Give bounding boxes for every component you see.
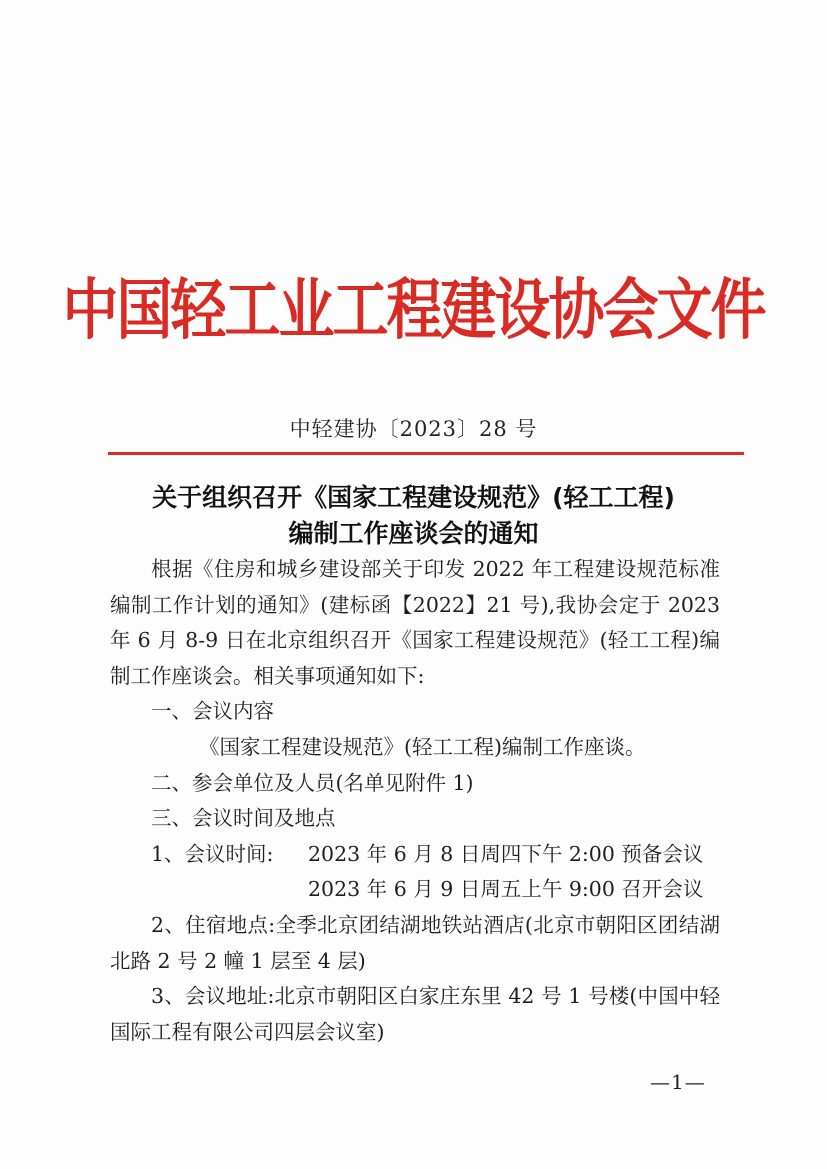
intro-paragraph: 根据《住房和城乡建设部关于印发 2022 年工程建设规范标准编制工作计划的通知》(建标函【2022】21 号),我协会定于 2023 年 6 月 8-9 日在北京组织召开《国家工程建设规范》(轻工工程)编制工作座谈会。相关事项通知如下: xyxy=(110,557,720,688)
meeting-time-preparatory: 2023 年 6 月 8 日周四下午 2:00 预备会议 xyxy=(308,841,704,866)
accommodation-item: 2、住宿地点:全季北京团结湖地铁站酒店(北京市朝阳区团结湖北路 2 号 2 幢 1 层至 4 层) xyxy=(110,912,720,973)
section-2-heading: 二、参会单位及人员(名单见附件 1) xyxy=(151,770,474,795)
meeting-time-label: 1、会议时间: xyxy=(151,841,274,866)
section-3-heading: 三、会议时间及地点 xyxy=(151,806,336,831)
red-divider-line xyxy=(108,452,744,455)
notice-title-line-2: 编制工作座谈会的通知 xyxy=(288,519,539,548)
meeting-time-row-2 xyxy=(110,872,720,908)
meeting-time-row-1 xyxy=(110,837,720,873)
meeting-time-main: 2023 年 6 月 9 日周五上午 9:00 召开会议 xyxy=(308,877,704,902)
notice-body xyxy=(110,552,720,1050)
section-1-heading: 一、会议内容 xyxy=(151,699,274,724)
masthead-title: 中国轻工业工程建设协会文件 xyxy=(62,272,765,349)
notice-title-line-1: 关于组织召开《国家工程建设规范》(轻工工程) xyxy=(152,483,675,512)
document-number: 中轻建协〔2023〕28 号 xyxy=(289,417,538,441)
meeting-address-item: 3、会议地址:北京市朝阳区白家庄东里 42 号 1 号楼(中国中轻国际工程有限公司四层会议室) xyxy=(110,984,720,1044)
section-1-text: 《国家工程建设规范》(轻工工程)编制工作座谈。 xyxy=(199,734,646,759)
page-number: —1— xyxy=(650,1070,706,1094)
